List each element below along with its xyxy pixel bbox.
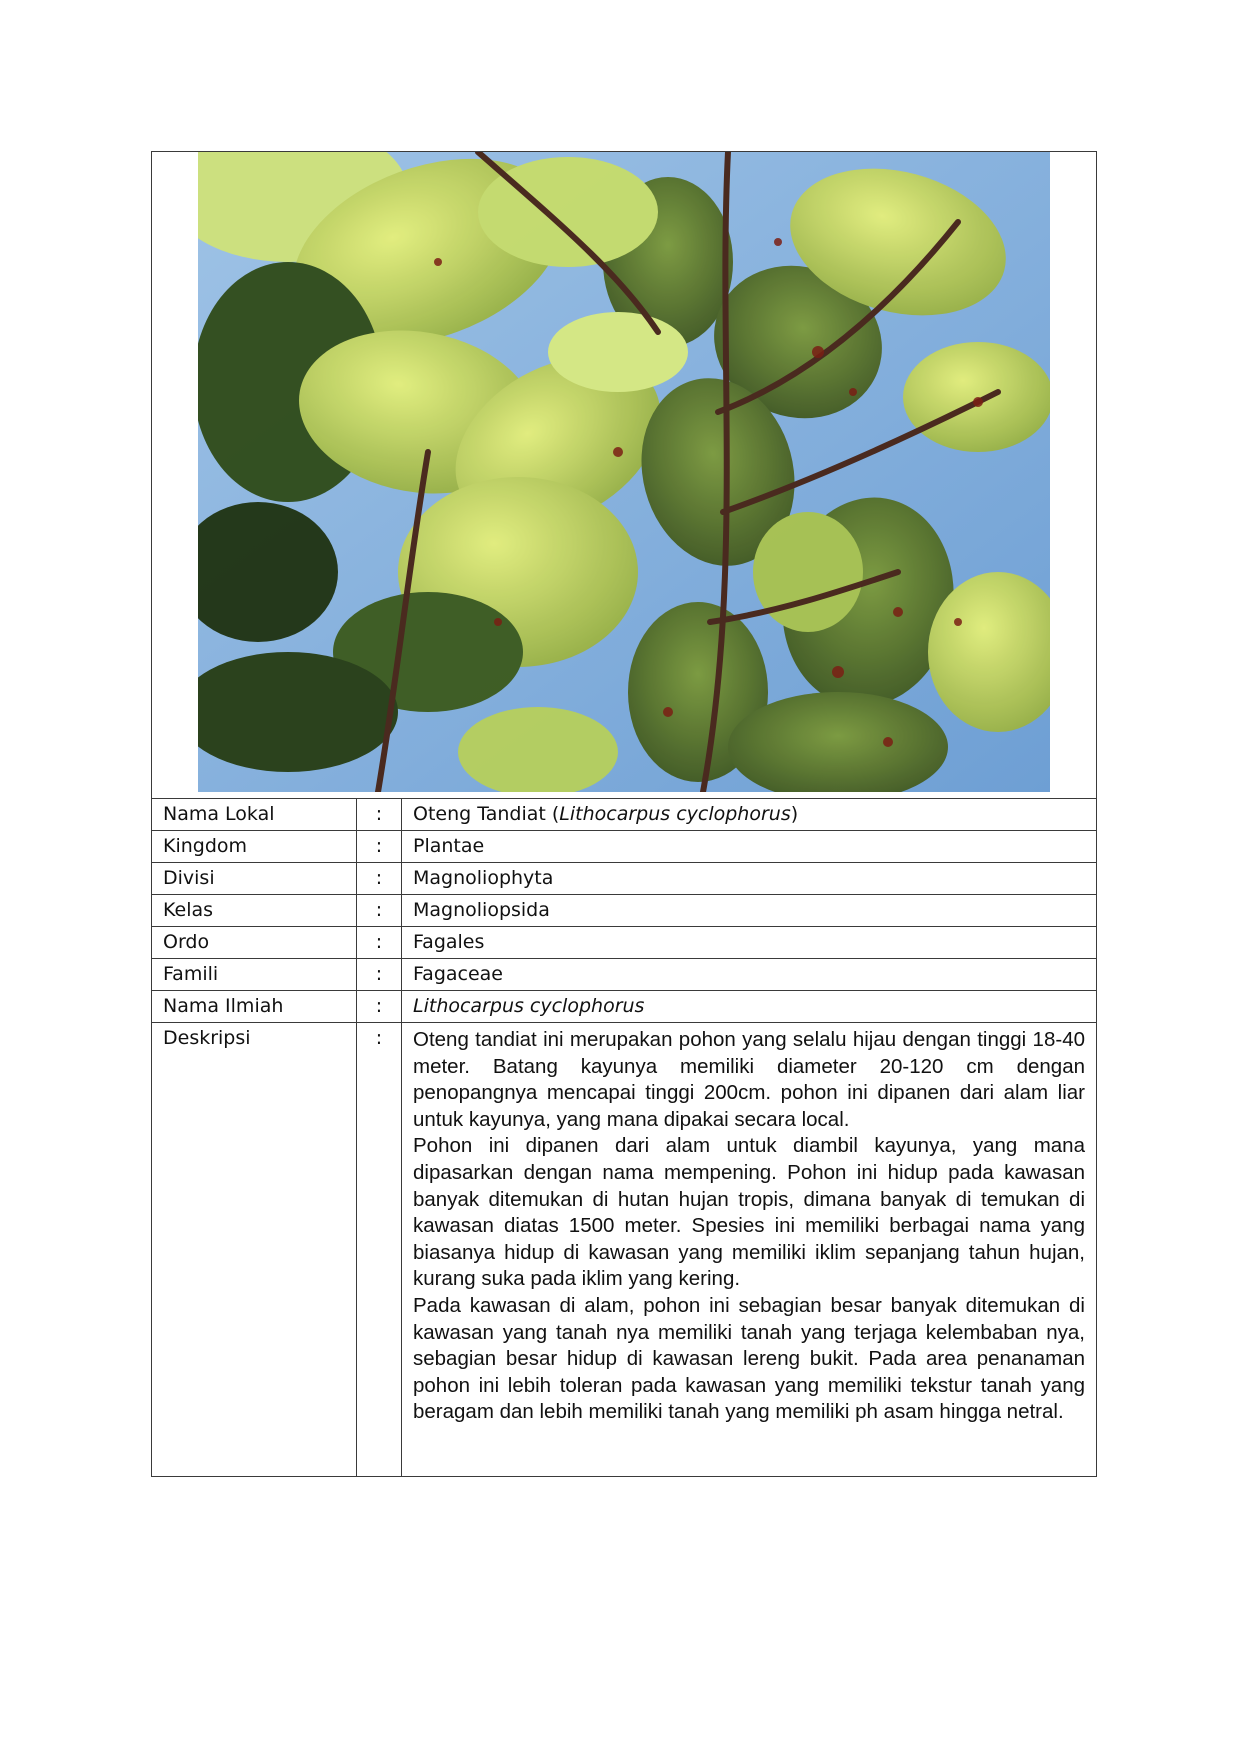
- description-row: [152, 1023, 1096, 1477]
- table-row: [152, 959, 1096, 991]
- row-separator: :: [357, 831, 402, 863]
- row-value: Magnoliophyta: [402, 863, 1097, 895]
- description-paragraph: Pohon ini dipanen dari alam untuk diambil kayunya, yang mana dipasarkan dengan nama mempening. Pohon ini hidup pada kawasan banyak ditemukan di hutan hujan tropis, dimana banyak di temukan di kawasan diatas 1500 meter. Spesies ini memiliki berbagai nama yang biasanya hidup di kawasan yang memiliki iklim sepanjang tahun hujan, kurang suka pada iklim yang kering.: [413, 1134, 1085, 1291]
- row-label: Famili: [152, 959, 357, 991]
- table-row: [152, 991, 1096, 1023]
- species-card: [151, 151, 1097, 1477]
- row-value: [402, 799, 1097, 831]
- local-name-tail: ): [790, 803, 799, 825]
- row-separator: :: [357, 895, 402, 927]
- description-text: [402, 1023, 1096, 1426]
- row-separator: :: [357, 799, 402, 831]
- row-value: Magnoliopsida: [402, 895, 1097, 927]
- row-label: Ordo: [152, 927, 357, 959]
- description-cell: [402, 1023, 1097, 1477]
- taxonomy-table: [152, 799, 1096, 1476]
- row-value: Fagales: [402, 927, 1097, 959]
- row-label: Nama Lokal: [152, 799, 357, 831]
- row-separator: :: [357, 1023, 402, 1477]
- row-label: Divisi: [152, 863, 357, 895]
- table-row: [152, 895, 1096, 927]
- row-label: Kelas: [152, 895, 357, 927]
- table-row: [152, 863, 1096, 895]
- description-paragraph: Pada kawasan di alam, pohon ini sebagian besar banyak ditemukan di kawasan yang tanah nya memiliki tanah yang terjaga kelembaban nya, sebagian besar hidup di kawasan lereng bukit. Pada area penanaman pohon ini lebih toleran pada kawasan yang memiliki tekstur tanah yang beragam dan lebih memiliki tanah yang memiliki ph asam hingga netral.: [413, 1293, 1085, 1424]
- row-separator: :: [357, 959, 402, 991]
- table-row: [152, 927, 1096, 959]
- row-label: Nama Ilmiah: [152, 991, 357, 1023]
- table-row: [152, 799, 1096, 831]
- leaves-photo: [198, 152, 1050, 792]
- row-separator: :: [357, 991, 402, 1023]
- row-value: Plantae: [402, 831, 1097, 863]
- row-label: Kingdom: [152, 831, 357, 863]
- description-paragraph: Oteng tandiat ini merupakan pohon yang selalu hijau dengan tinggi 18-40 meter. Batang kayunya memiliki diameter 20-120 cm dengan penopangnya mencapai tinggi 200cm. pohon ini dipanen dari alam liar untuk kayunya, yang mana dipakai secara local.: [413, 1028, 1085, 1131]
- row-value: Lithocarpus cyclophorus: [402, 991, 1097, 1023]
- row-separator: :: [357, 927, 402, 959]
- local-name-text: Oteng Tandiat (: [413, 803, 560, 825]
- photo-cell: [152, 152, 1096, 799]
- description-label: Deskripsi: [152, 1023, 357, 1477]
- scientific-name-italic: Lithocarpus cyclophorus: [559, 803, 791, 825]
- table-row: [152, 831, 1096, 863]
- row-separator: :: [357, 863, 402, 895]
- row-value: Fagaceae: [402, 959, 1097, 991]
